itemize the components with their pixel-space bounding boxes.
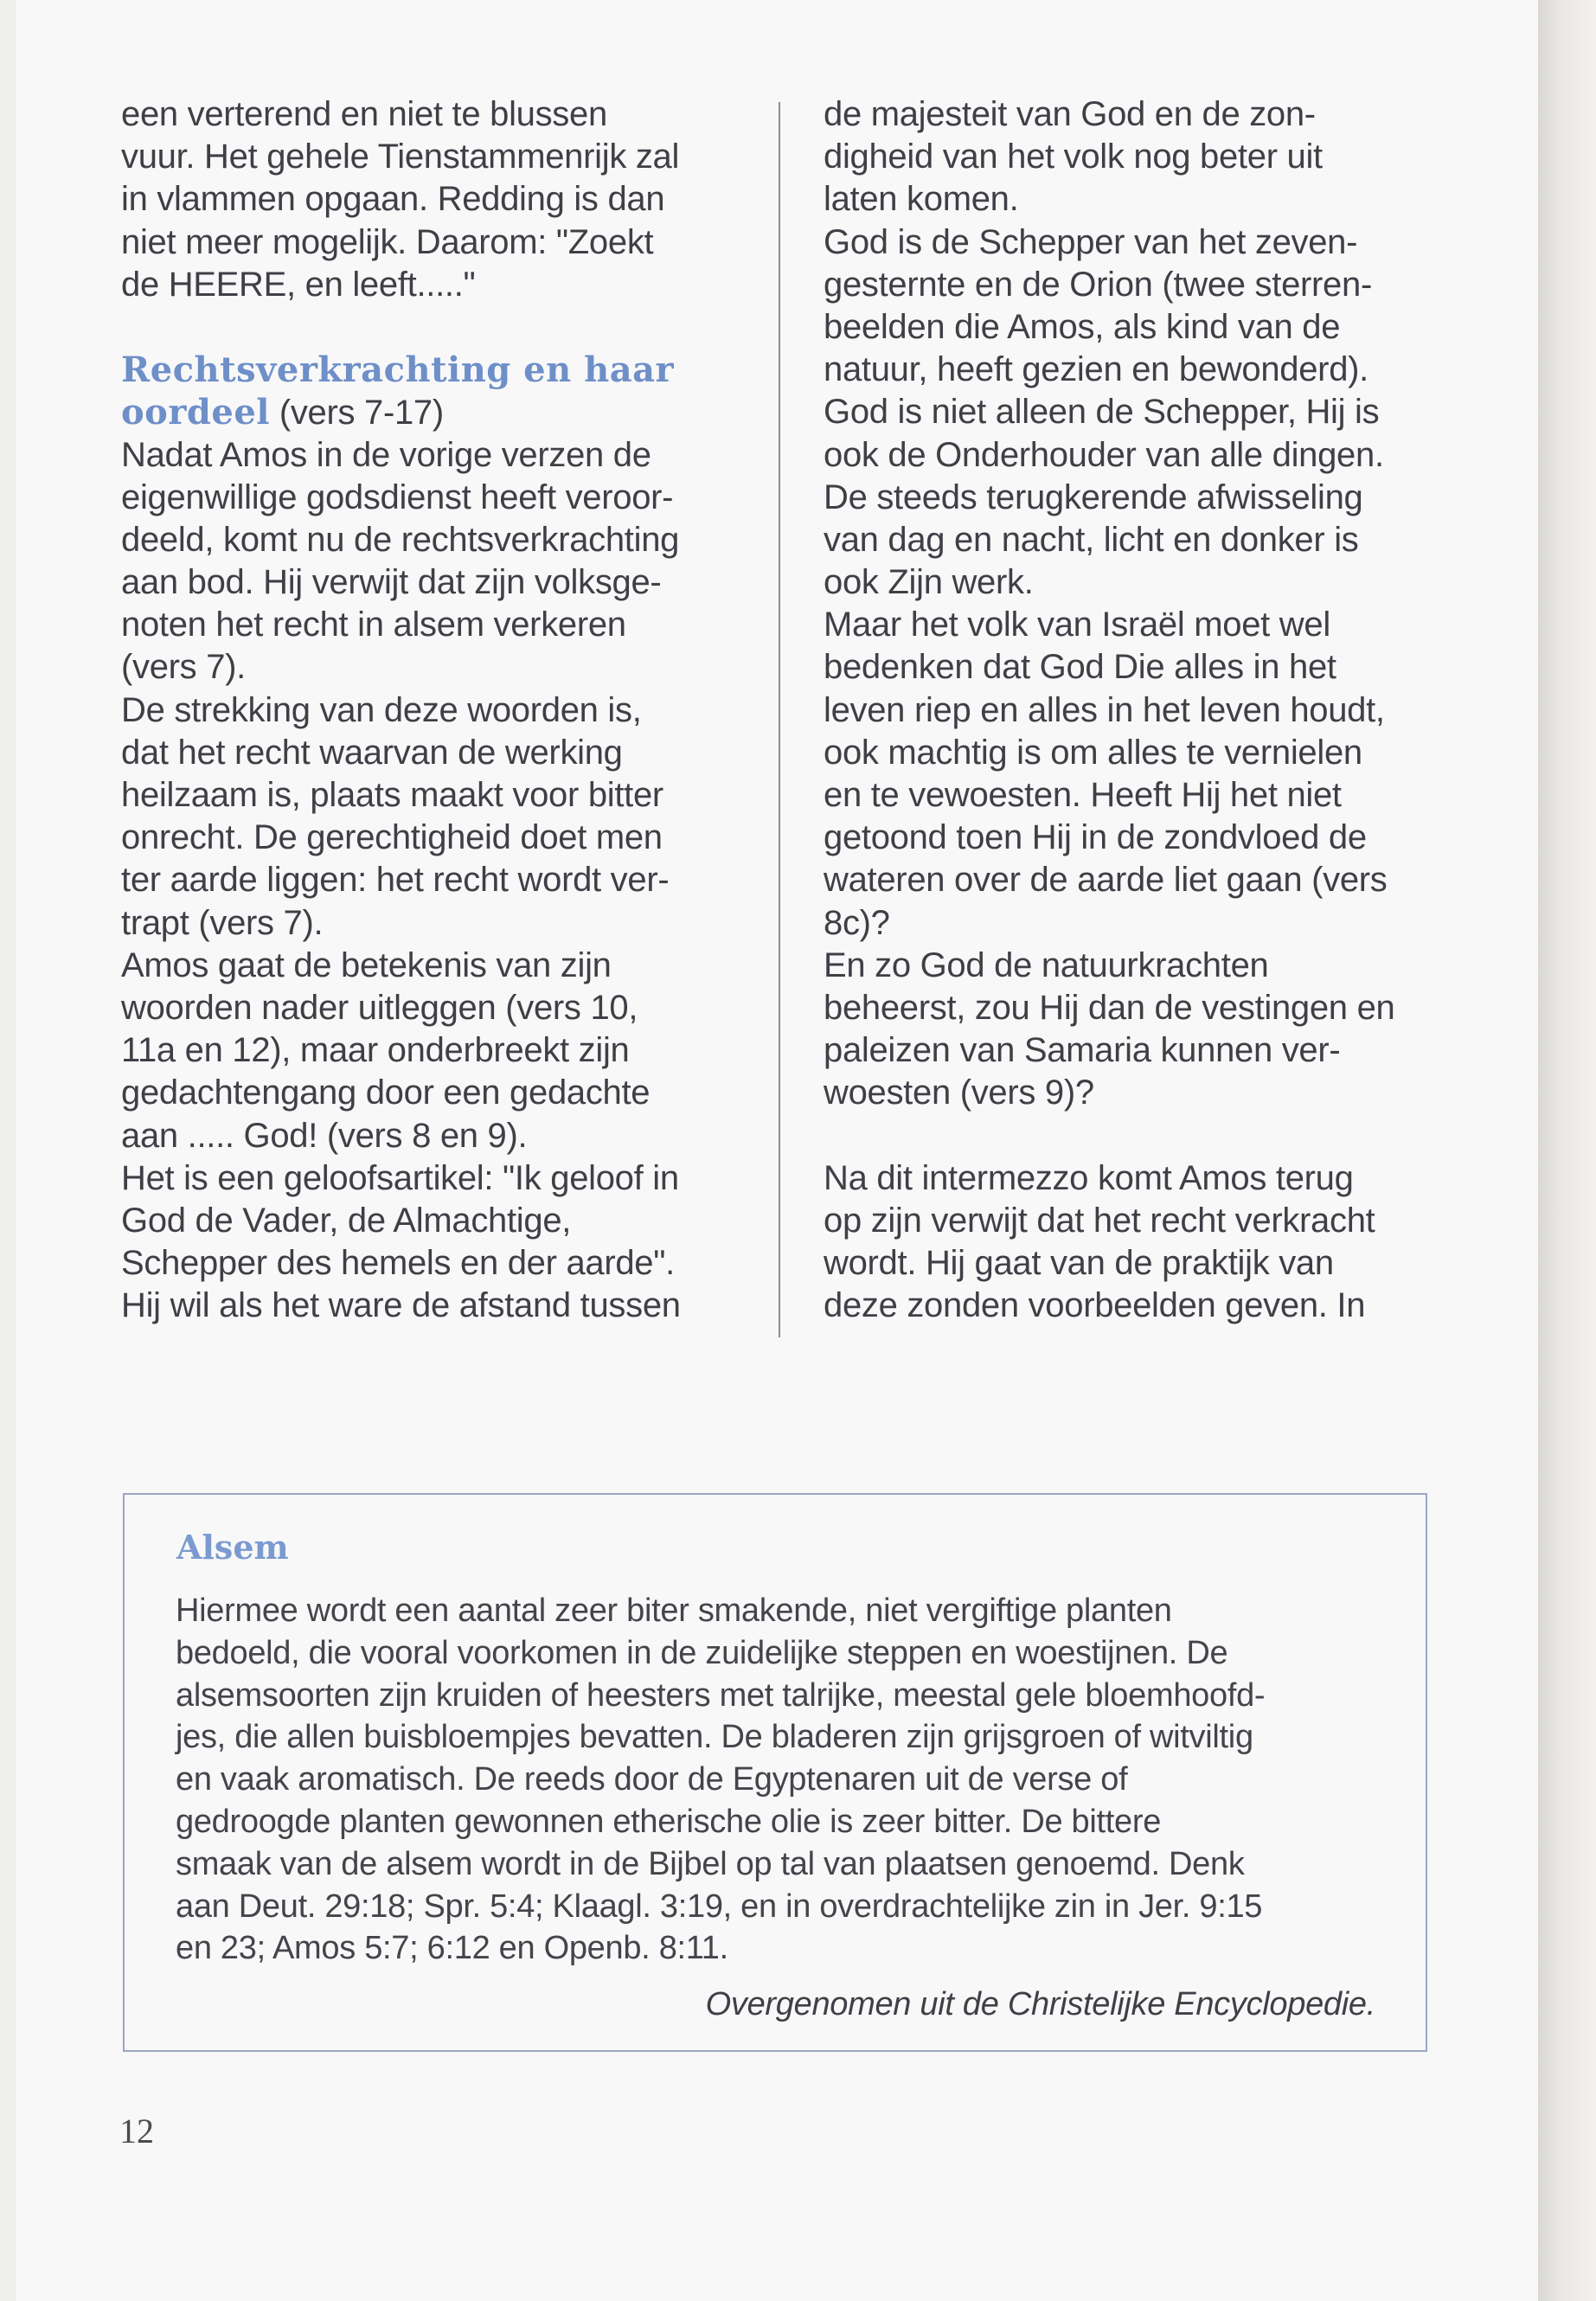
- text-line: van dag en nacht, licht en donker is: [824, 520, 1359, 559]
- text-line: smaak van de alsem wordt in de Bijbel op tal van plaatsen genoemd. Denk: [176, 1845, 1245, 1882]
- text-line: De steeds terugkerende afwisseling: [824, 478, 1363, 516]
- text-line: wordt. Hij gaat van de praktijk van: [824, 1244, 1334, 1283]
- text-line: beelden die Amos, als kind van de: [824, 307, 1341, 346]
- paragraph: [824, 221, 1429, 605]
- text-line: deze zonden voorbeelden geven. In: [824, 1286, 1366, 1325]
- text-line: Hiermee wordt een aantal zeer biter smakende, niet vergiftige planten: [176, 1593, 1172, 1629]
- text-line: onrecht. De gerechtigheid doet men: [121, 818, 663, 857]
- paragraph: [121, 945, 766, 1157]
- text-line: De strekking van deze woorden is,: [121, 690, 642, 729]
- text-line: (vers 7).: [121, 648, 246, 687]
- text-line: Hij wil als het ware de afstand tussen: [121, 1286, 681, 1325]
- text-line: beheerst, zou Hij dan de vestingen en: [824, 988, 1395, 1027]
- text-line: alsemsoorten zijn kruiden of heesters met talrijke, meestal gele bloemhoofd-: [176, 1676, 1266, 1714]
- text-line: En zo God de natuurkrachten: [824, 945, 1269, 984]
- column-divider: [779, 102, 780, 1337]
- text-line: op zijn verwijt dat het recht verkracht: [824, 1201, 1375, 1240]
- section-heading-line: Rechtsverkrachting en haar: [121, 349, 675, 391]
- text-line: jes, die allen buisbloempjes bevatten. De bladeren zijn grijsgroen of witviltig: [176, 1719, 1253, 1756]
- paragraph: [824, 945, 1429, 1115]
- text-line: gesternte en de Orion (twee sterren-: [824, 265, 1372, 304]
- text-line: en 23; Amos 5:7; 6:12 en Openb. 8:11.: [176, 1930, 728, 1967]
- text-line: ook machtig is om alles te vernielen: [824, 733, 1362, 772]
- left-column: [121, 93, 766, 1327]
- text-line: God is de Schepper van het zeven-: [824, 222, 1358, 261]
- text-line: digheid van het volk nog beter uit: [824, 138, 1323, 176]
- paragraph-gap: [121, 306, 766, 349]
- text-line: laten komen.: [824, 180, 1019, 219]
- source-credit: Overgenomen uit de Christelijke Encyclopedie.: [705, 1986, 1375, 2022]
- text-line: een verterend en niet te blussen: [121, 95, 607, 133]
- page-number: 12: [119, 2112, 154, 2150]
- text-line: leven riep en alles in het leven houdt,: [824, 690, 1385, 729]
- box-body: [176, 1590, 1387, 1970]
- text-line: God de Vader, de Almachtige,: [121, 1201, 572, 1240]
- paragraph: [121, 434, 766, 689]
- text-line: ook Zijn werk.: [824, 563, 1034, 602]
- text-line: trapt (vers 7).: [121, 903, 324, 942]
- text-line: de HEERE, en leeft.....": [121, 265, 476, 304]
- paragraph: [121, 1157, 766, 1328]
- text-line: eigenwillige godsdienst heeft veroor-: [121, 478, 674, 516]
- text-line: gedroogde planten gewonnen etherische olie is zeer bitter. De bittere: [176, 1803, 1162, 1840]
- text-line: wateren over de aarde liet gaan (vers: [824, 861, 1388, 900]
- paragraph: [824, 1157, 1429, 1328]
- text-line: in vlammen opgaan. Redding is dan: [121, 180, 665, 219]
- text-line: deeld, komt nu de rechtsverkrachting: [121, 520, 680, 559]
- text-line: dat het recht waarvan de werking: [121, 733, 623, 772]
- text-line: 11a en 12), maar onderbreekt zijn: [121, 1031, 630, 1070]
- paragraph: [121, 93, 766, 306]
- text-line: Maar het volk van Israël moet wel: [824, 606, 1330, 644]
- text-line: heilzaam is, plaats maakt voor bitter: [121, 776, 663, 814]
- text-line: de majesteit van God en de zon-: [824, 95, 1316, 133]
- sidebar-box-alsem: [123, 1493, 1427, 2052]
- text-line: Het is een geloofsartikel: "Ik geloof in: [121, 1158, 679, 1197]
- text-line: ter aarde liggen: het recht wordt ver-: [121, 861, 670, 900]
- section-heading: [121, 349, 766, 433]
- text-line: en vaak aromatisch. De reeds door de Egyptenaren uit de verse of: [176, 1761, 1128, 1798]
- text-line: noten het recht in alsem verkeren: [121, 606, 626, 644]
- text-line: paleizen van Samaria kunnen ver-: [824, 1031, 1341, 1070]
- text-line: vuur. Het gehele Tienstammenrijk zal: [121, 138, 680, 176]
- text-line: Amos gaat de betekenis van zijn: [121, 945, 612, 984]
- text-line: Na dit intermezzo komt Amos terug: [824, 1158, 1354, 1197]
- right-column: [824, 93, 1429, 1327]
- text-line: getoond toen Hij in de zondvloed de: [824, 818, 1367, 857]
- section-reference: (vers 7-17): [270, 394, 444, 433]
- text-line: ook de Onderhouder van alle dingen.: [824, 435, 1384, 474]
- text-line: God is niet alleen de Schepper, Hij is: [824, 393, 1380, 432]
- text-line: en te vewoesten. Heeft Hij het niet: [824, 776, 1342, 814]
- text-line: bedoeld, die vooral voorkomen in de zuidelijke steppen en woestijnen. De: [176, 1634, 1228, 1671]
- text-line: 8c)?: [824, 903, 890, 942]
- paragraph: [824, 604, 1429, 945]
- text-line: aan Deut. 29:18; Spr. 5:4; Klaagl. 3:19, en in overdrachtelijke zin in Jer. 9:15: [176, 1888, 1263, 1925]
- paragraph-gap: [824, 1115, 1429, 1157]
- text-line: niet meer mogelijk. Daarom: "Zoekt: [121, 222, 654, 261]
- text-line: aan bod. Hij verwijt dat zijn volksge-: [121, 563, 662, 602]
- section-heading-line: oordeel: [121, 392, 270, 433]
- box-title: Alsem: [176, 1528, 289, 1567]
- text-line: bedenken dat God Die alles in het: [824, 648, 1336, 687]
- text-line: natuur, heeft gezien en bewonderd).: [824, 350, 1368, 389]
- text-line: gedachtengang door een gedachte: [121, 1074, 651, 1112]
- text-line: woesten (vers 9)?: [824, 1074, 1094, 1112]
- paragraph: [824, 93, 1429, 221]
- text-line: woorden nader uitleggen (vers 10,: [121, 988, 638, 1027]
- text-line: Nadat Amos in de vorige verzen de: [121, 435, 651, 474]
- text-line: aan ..... God! (vers 8 en 9).: [121, 1116, 528, 1155]
- paragraph: [121, 689, 766, 945]
- text-line: Schepper des hemels en der aarde".: [121, 1244, 675, 1283]
- page-edge-shadow: [1538, 0, 1596, 2301]
